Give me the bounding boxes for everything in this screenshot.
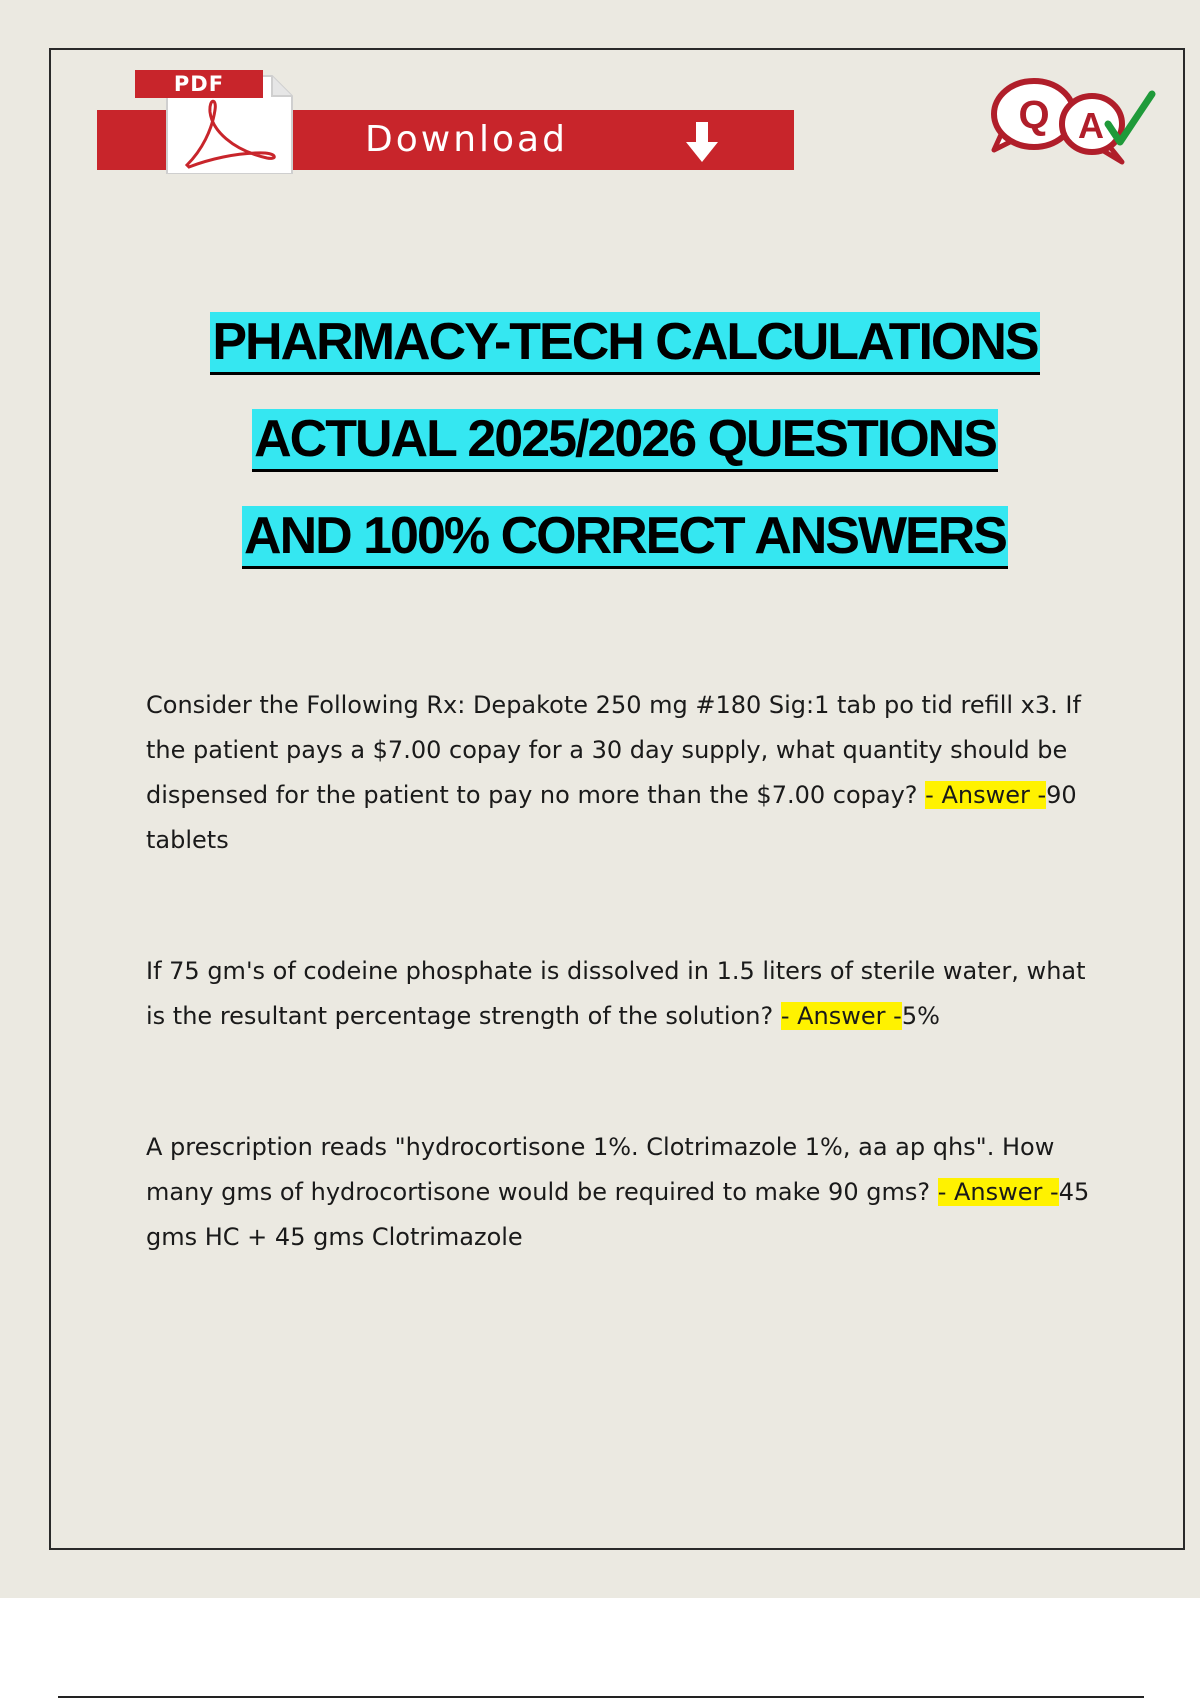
- answer-label: - Answer -: [937, 1178, 1059, 1206]
- answer-text: 5%: [901, 1002, 940, 1030]
- question-item: [146, 949, 1106, 1039]
- document-title: [0, 312, 1200, 603]
- question-item: [146, 683, 1106, 863]
- download-label[interactable]: Download: [365, 119, 568, 160]
- title-line-2: ACTUAL 2025/2026 QUESTIONS: [252, 409, 998, 472]
- answer-text: 90 tablets: [146, 781, 1077, 854]
- logo-q-letter: Q: [1018, 93, 1050, 137]
- answer-label: - Answer -: [780, 1002, 902, 1030]
- answer-label: - Answer -: [925, 781, 1047, 809]
- qa-check-logo-icon: [988, 68, 1158, 168]
- question-text: A prescription reads "hydrocortisone 1%. Clotrimazole 1%, aa ap qhs". How many gms of hydrocortisone would be required to make 90 gms?: [146, 1133, 1055, 1206]
- title-line-1: PHARMACY-TECH CALCULATIONS: [210, 312, 1039, 375]
- question-item: [146, 1125, 1106, 1260]
- answer-text: 45 gms HC + 45 gms Clotrimazole: [146, 1178, 1090, 1251]
- pdf-download-banner[interactable]: [97, 70, 794, 174]
- pdf-document-icon: [127, 70, 297, 174]
- download-arrow-icon: [682, 120, 722, 164]
- title-line-3: AND 100% CORRECT ANSWERS: [242, 506, 1008, 569]
- question-text: If 75 gm's of codeine phosphate is dissolved in 1.5 liters of sterile water, what is the resultant percentage strength of the solution?: [146, 957, 1086, 1030]
- question-text: Consider the Following Rx: Depakote 250 mg #180 Sig:1 tab po tid refill x3. If the patient pays a $7.00 copay for a 30 day supply, what quantity should be dispensed for the patient to pay no more than the $7.00 copay?: [146, 691, 1081, 809]
- pdf-tag: PDF: [135, 70, 263, 98]
- page-divider: [58, 1696, 1144, 1698]
- logo-a-letter: A: [1078, 105, 1104, 146]
- question-list: [146, 683, 1106, 1260]
